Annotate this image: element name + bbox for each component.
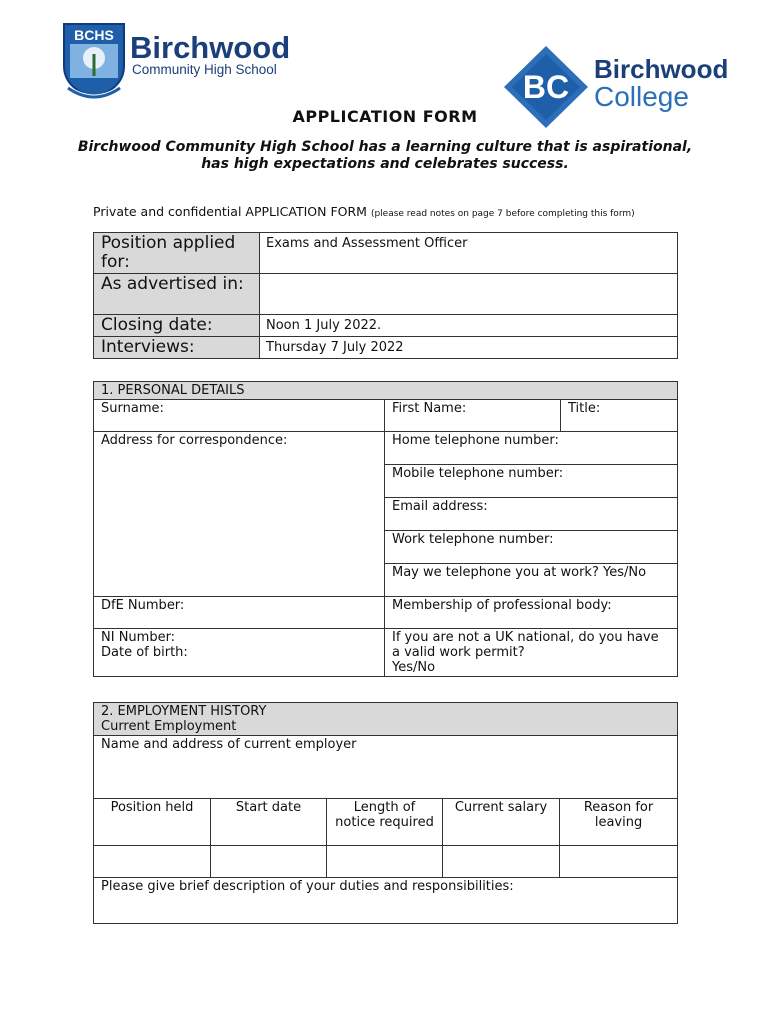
section-header: 1. PERSONAL DETAILS xyxy=(94,382,678,400)
school-logo xyxy=(60,18,300,102)
table-row xyxy=(94,432,678,465)
work-permit-yes-no: Yes/No xyxy=(392,660,436,675)
svg-text:Birchwood: Birchwood xyxy=(594,54,729,84)
date-of-birth-label: Date of birth: xyxy=(101,645,188,660)
ni-dob-field[interactable] xyxy=(94,629,385,677)
surname-field[interactable]: Surname: xyxy=(94,400,385,432)
table-row xyxy=(94,736,678,799)
table-row xyxy=(94,878,678,924)
advertised-value[interactable] xyxy=(260,274,678,315)
svg-text:Birchwood: Birchwood xyxy=(130,30,291,65)
school-motto xyxy=(60,139,710,173)
private-note xyxy=(93,206,683,220)
current-salary-input[interactable] xyxy=(443,846,560,878)
column-header: Start date xyxy=(211,799,327,846)
work-telephone-field[interactable]: Work telephone number: xyxy=(385,531,678,564)
table-row xyxy=(94,597,678,629)
closing-date-value[interactable]: Noon 1 July 2022. xyxy=(260,315,678,337)
section-header xyxy=(94,703,678,736)
may-we-telephone-field[interactable]: May we telephone you at work? Yes/No xyxy=(385,564,678,597)
svg-text:College: College xyxy=(594,81,689,112)
work-permit-question: If you are not a UK national, do you have a valid work permit? xyxy=(392,630,659,660)
employment-subheader: Current Employment xyxy=(101,719,237,734)
current-employer-field[interactable]: Name and address of current employer xyxy=(94,736,678,799)
table-row xyxy=(94,337,678,359)
table-row xyxy=(94,799,678,846)
column-header: Current salary xyxy=(443,799,560,846)
private-note-small: (please read notes on page 7 before completing this form) xyxy=(370,209,635,219)
personal-details-table xyxy=(93,381,678,677)
table-row xyxy=(94,315,678,337)
form-title: APPLICATION FORM xyxy=(292,107,478,126)
svg-text:Community High School: Community High School xyxy=(132,62,277,77)
address-field[interactable]: Address for correspondence: xyxy=(94,432,385,597)
table-row xyxy=(94,233,678,274)
position-value[interactable]: Exams and Assessment Officer xyxy=(260,233,678,274)
svg-text:BCHS: BCHS xyxy=(74,27,114,43)
column-header: Reason for leaving xyxy=(560,799,678,846)
table-row xyxy=(94,400,678,432)
work-permit-field[interactable] xyxy=(385,629,678,677)
duties-field[interactable]: Please give brief description of your duties and responsibilities: xyxy=(94,878,678,924)
employment-history-table xyxy=(93,702,678,924)
school-crest-icon xyxy=(60,18,300,102)
ni-number-label: NI Number: xyxy=(101,630,176,645)
column-header: Length of notice required xyxy=(327,799,443,846)
advertised-label: As advertised in: xyxy=(94,274,260,315)
reason-for-leaving-input[interactable] xyxy=(560,846,678,878)
employment-header: 2. EMPLOYMENT HISTORY xyxy=(101,704,267,719)
table-row xyxy=(94,382,678,400)
dfe-number-field[interactable]: DfE Number: xyxy=(94,597,385,629)
membership-field[interactable]: Membership of professional body: xyxy=(385,597,678,629)
column-header: Position held xyxy=(94,799,211,846)
table-row xyxy=(94,846,678,878)
table-row xyxy=(94,274,678,315)
private-note-main: Private and confidential APPLICATION FORM xyxy=(93,204,371,219)
mobile-telephone-field[interactable]: Mobile telephone number: xyxy=(385,465,678,498)
motto-line-2: has high expectations and celebrates success. xyxy=(201,156,569,172)
svg-text:BC: BC xyxy=(522,69,570,105)
notice-length-input[interactable] xyxy=(327,846,443,878)
interviews-label: Interviews: xyxy=(94,337,260,359)
home-telephone-field[interactable]: Home telephone number: xyxy=(385,432,678,465)
position-held-input[interactable] xyxy=(94,846,211,878)
position-table xyxy=(93,232,678,359)
interviews-value[interactable]: Thursday 7 July 2022 xyxy=(260,337,678,359)
first-name-field[interactable]: First Name: xyxy=(385,400,561,432)
start-date-input[interactable] xyxy=(211,846,327,878)
motto-line-1: Birchwood Community High School has a learning culture that is aspirational, xyxy=(77,139,693,155)
title-field[interactable]: Title: xyxy=(561,400,678,432)
table-row xyxy=(94,703,678,736)
table-row xyxy=(94,629,678,677)
email-field[interactable]: Email address: xyxy=(385,498,678,531)
closing-date-label: Closing date: xyxy=(94,315,260,337)
position-label: Position applied for: xyxy=(94,233,260,274)
